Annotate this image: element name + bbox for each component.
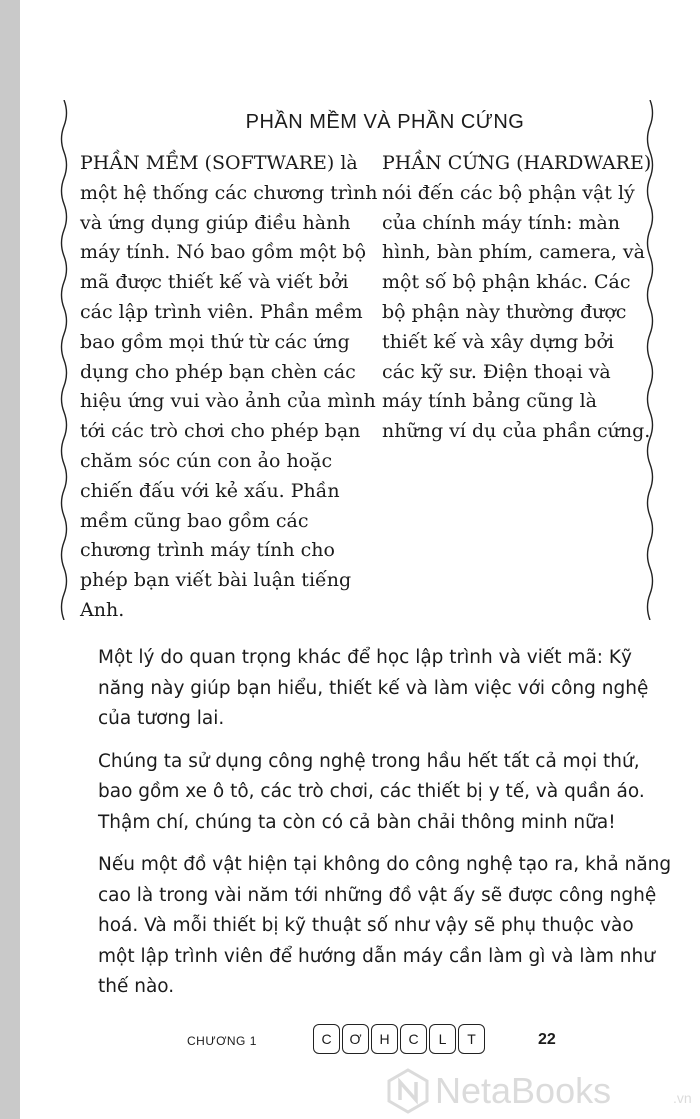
keycap: C (400, 1024, 427, 1054)
hardware-definition: PHẦN CỨNG (HARDWARE) nói đến các bộ phận vật lý của chính máy tính: màn hình, bàn phím, camera, và một số bộ phận khác. Các bộ phận này thường được thiết kế và xây dựng bởi các kỹ sư. Điện thoại và máy tính bảng cũng là những ví dụ của phần cứng. (382, 152, 652, 443)
watermark-suffix: .vn (673, 1090, 692, 1106)
chapter-label: CHƯƠNG 1 (187, 1034, 257, 1048)
paragraph-2: Chúng ta sử dụng công nghệ trong hầu hết tất cả mọi thứ, bao gồm xe ô tô, các trò chơi, các thiết bị y tế, và quần áo. Thậm chí, chúng ta còn có cả bàn chải thông minh nữa! (98, 750, 645, 833)
watermark-brand: NetaBooks (435, 1070, 612, 1111)
page-footer (0, 1023, 700, 1063)
keycap: C (313, 1024, 340, 1054)
keycap: H (371, 1024, 398, 1054)
paragraph-1: Một lý do quan trọng khác để học lập trình và viết mã: Kỹ năng này giúp bạn hiểu, thiết kế và làm việc với công nghệ của tương lai. (98, 647, 649, 729)
page-spine-edge (0, 0, 20, 1119)
keycap: T (458, 1024, 485, 1054)
main-body (98, 643, 673, 1015)
page-number: 22 (538, 1031, 556, 1048)
left-wavy-border (54, 100, 74, 620)
netabooks-logo-icon (385, 1068, 431, 1114)
keycap: L (429, 1024, 456, 1054)
software-definition: PHẦN MỀM (SOFTWARE) là một hệ thống các chương trình và ứng dụng giúp điều hành máy tính. Nó bao gồm một bộ mã được thiết kế và viết bởi các lập trình viên. Phần mềm bao gồm mọi thứ từ các ứng dụng cho phép bạn chèn các hiệu ứng vui vào ảnh của mình tới các trò chơi cho phép bạn chăm sóc cún con ảo hoặc chiến đấu với kẻ xấu. Phần mềm cũng bao gồm các chương trình máy tính cho phép bạn viết bài luận tiếng Anh. (80, 152, 378, 621)
paragraph-3: Nếu một đồ vật hiện tại không do công nghệ tạo ra, khả năng cao là trong vài năm tới những đồ vật ấy sẽ được công nghệ hoá. Và mỗi thiết bị kỹ thuật số như vậy sẽ phụ thuộc vào một lập trình viên để hướng dẫn máy cần làm gì và làm như thế nào. (98, 854, 672, 997)
chapter-keycaps (313, 1024, 485, 1054)
watermark (385, 1068, 700, 1116)
box-title: PHẦN MỀM VÀ PHẦN CỨNG (245, 111, 525, 133)
keycap: Ơ (342, 1024, 369, 1054)
